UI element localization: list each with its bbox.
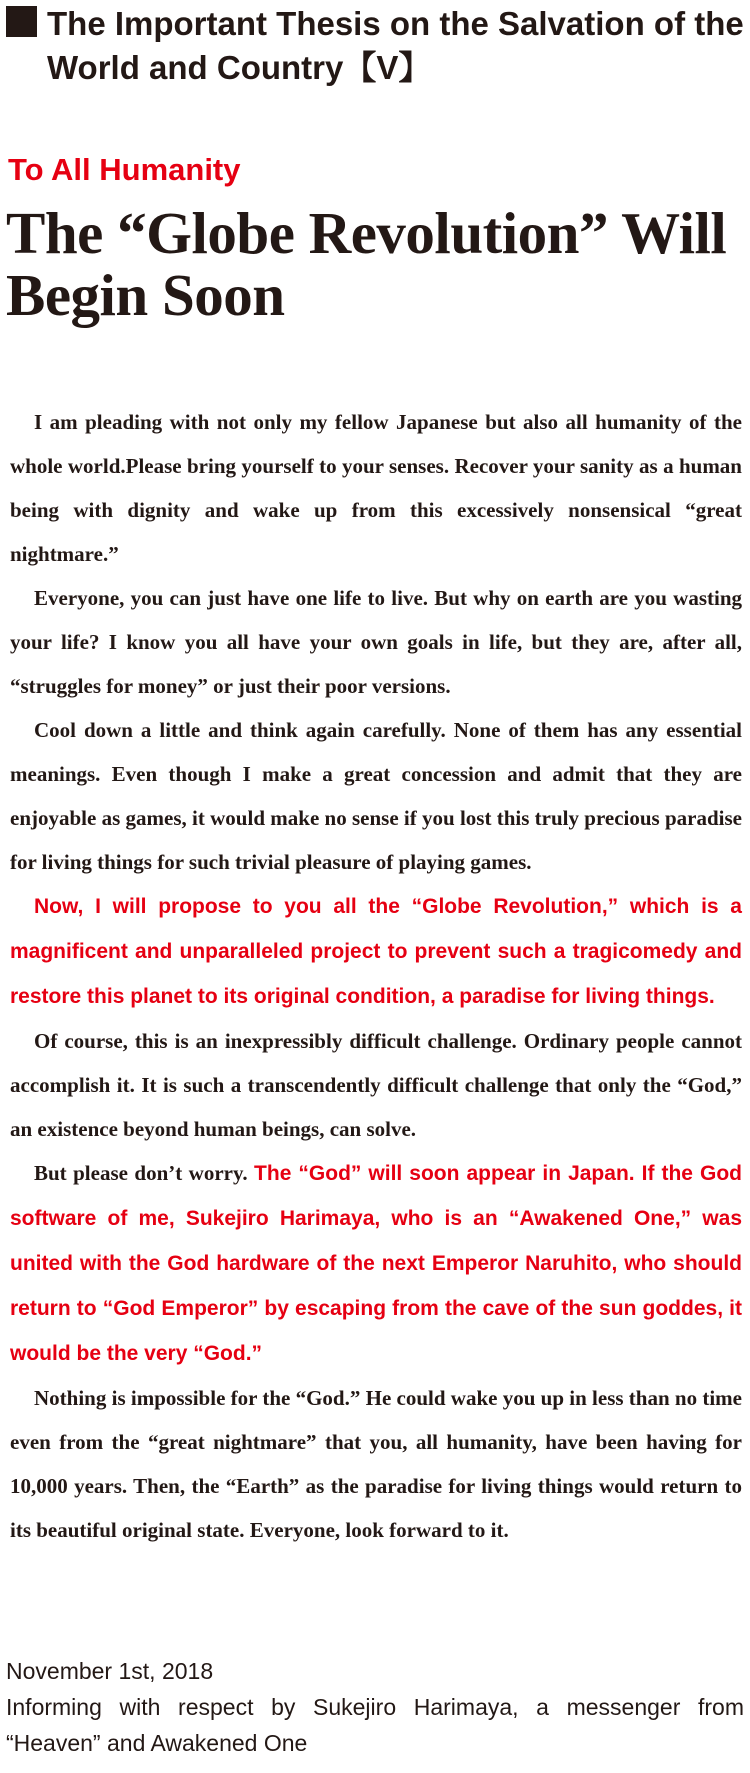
paragraph-6-highlight: The “God” will soon appear in Japan. If the God software of me, Sukejiro Harimaya, who is an “Awakened One,” was united with the God hardware of the next Emperor Naruhito, who should return to “God Emperor” by escaping from the cave of the sun goddes, it would be the very “God.” bbox=[10, 1162, 743, 1365]
section-header bbox=[0, 2, 750, 86]
publication-date: November 1st, 2018 bbox=[6, 1658, 214, 1684]
author-signature: Informing with respect by Sukejiro Harimaya, a messenger from “Heaven” and Awakened One bbox=[6, 1694, 744, 1756]
article-headline: The “Globe Revolution” Will Begin Soon bbox=[6, 200, 727, 328]
black-square-icon bbox=[6, 6, 37, 37]
paragraph-2: Everyone, you can just have one life to live. But why on earth are you wasting your life? I know you all have your own goals in life, but they are, after all, “struggles for money” or just their poor versions. bbox=[10, 586, 742, 698]
article-footer bbox=[6, 1653, 744, 1761]
paragraph-7: Nothing is impossible for the “God.” He could wake you up in less than no time even from the “great nightmare” that you, all humanity, have been having for 10,000 years. Then, the “Earth” as the paradise for living things would return to its beautiful original state. Everyone, look forward to it. bbox=[10, 1386, 742, 1542]
highlight-text: Now, I will propose to you all the “Globe Revolution,” which is a magnificent and unparalleled project to prevent such a tragicomedy and restore this planet to its original condition, a paradise for living things. bbox=[10, 895, 742, 1008]
paragraph-3: Cool down a little and think again carefully. None of them has any essential meanings. Even though I make a great concession and admit that they are enjoyable as games, it would make no sense if you lost this truly precious paradise for living things for such trivial pleasure of playing games. bbox=[10, 718, 742, 874]
paragraph-5: Of course, this is an inexpressibly difficult challenge. Ordinary people cannot accomplish it. It is such a transcendently difficult challenge that only the “God,” an existence beyond human beings, can solve. bbox=[10, 1029, 742, 1141]
article-body bbox=[10, 400, 742, 1552]
kicker-to-all-humanity: To All Humanity bbox=[8, 152, 241, 187]
thesis-title: The Important Thesis on the Salvation of the World and Country【V】 bbox=[47, 5, 744, 86]
paragraph-1: I am pleading with not only my fellow Japanese but also all humanity of the whole world.Please bring yourself to your senses. Recover your sanity as a human being with dignity and wake up from this excessively nonsensical “great nightmare.” bbox=[10, 410, 742, 566]
paragraph-4-highlight bbox=[10, 884, 742, 1019]
paragraph-6 bbox=[10, 1151, 742, 1376]
paragraph-6-lead: But please don’t worry. bbox=[34, 1161, 248, 1185]
